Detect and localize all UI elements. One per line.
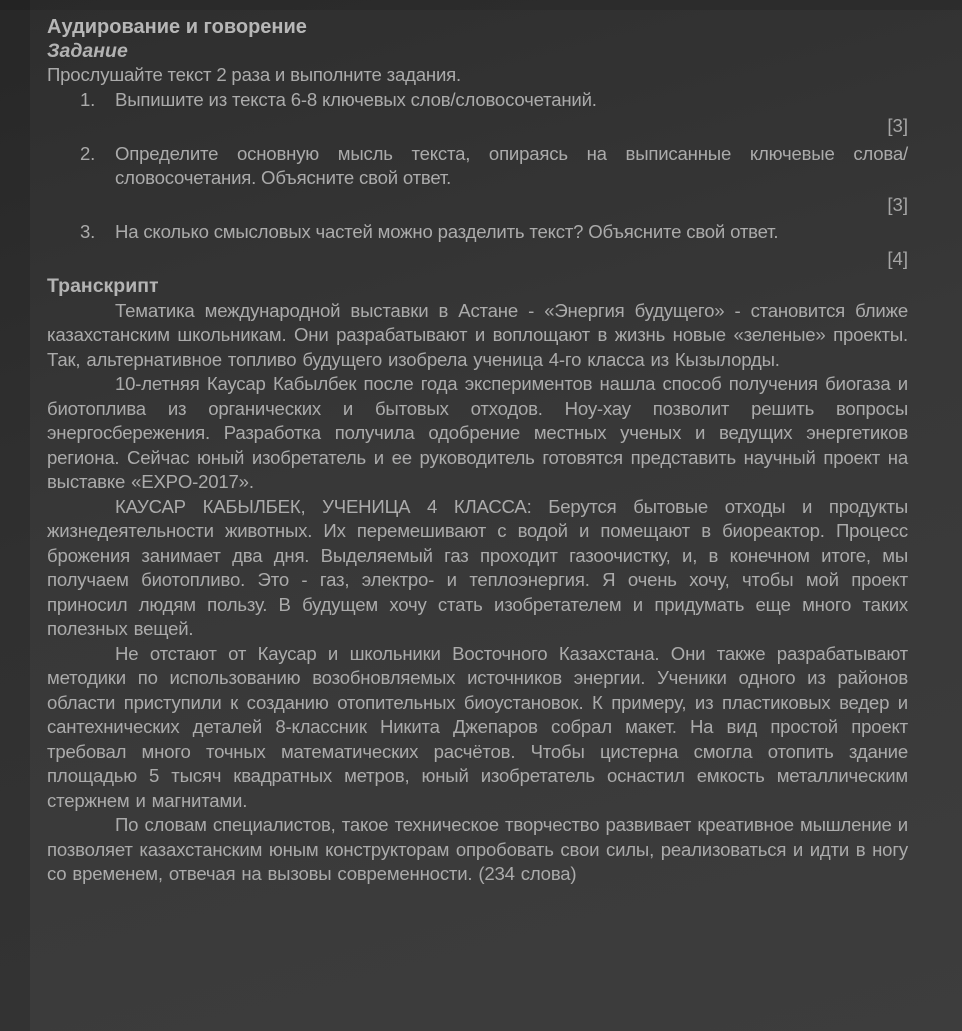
task-text: На сколько смысловых частей можно разделить текст? Объясните свой ответ.: [115, 221, 779, 242]
task-number: 3.: [80, 221, 96, 242]
task-item-1: [47, 88, 908, 113]
task-text: Определите основную мысль текста, опираясь на выписанные ключевые слова/словосочетания. Объясните свой ответ.: [115, 142, 908, 188]
task-score-badge: [4]: [887, 247, 908, 269]
task-section-label: Задание: [47, 40, 128, 62]
task-number: 2.: [80, 142, 96, 164]
transcript-paragraph: 10-летняя Каусар Кабылбек после года экспериментов нашла способ получения биогаза и биотоплива из органических и бытовых отходов. Ноу-хау позволит решить вопросы энергосбережения. Разработка получила одобрение местных ученых и ведущих энергетиков региона. Сейчас юный изобретатель и ее руководитель готовятся представить научный проект на выставке «EXPO-2017».: [47, 373, 908, 492]
task-item-3: [47, 220, 908, 245]
document-content: [47, 15, 908, 887]
page-title: Аудирование и говорение: [47, 16, 307, 38]
page-left-shade: [0, 0, 30, 1031]
task-text: Выпишите из текста 6-8 ключевых слов/словосочетаний.: [115, 88, 597, 110]
task-number: 1.: [80, 88, 96, 110]
task-instruction: Прослушайте текст 2 раза и выполните задания.: [47, 64, 461, 85]
task-score-badge: [3]: [887, 193, 908, 215]
transcript-heading: Транскрипт: [47, 275, 159, 297]
transcript-paragraph: По словам специалистов, такое техническое творчество развивает креативное мышление и позволяет казахстанским юным конструкторам опробовать свои силы, реализоваться и идти в ногу со временем, отвечая на вызовы современности. (234 слова): [47, 814, 908, 884]
task-item-2: [47, 142, 908, 191]
page-top-shade: [0, 0, 962, 10]
transcript-paragraph: КАУСАР КАБЫЛБЕК, УЧЕНИЦА 4 КЛАССА: Берутся бытовые отходы и продукты жизнедеятельности животных. Их перемешивают с водой и помещают в биореактор. Процесс брожения занимает два дня. Выделяемый газ проходит газоочистку, и, в конечном итоге, мы получаем биотопливо. Это - газ, электро- и теплоэнергия. Я очень хочу, чтобы мой проект приносил людям пользу. В будущем хочу стать изобретателем и придумать еще много таких полезных вещей.: [47, 495, 908, 639]
transcript-paragraph: Тематика международной выставки в Астане - «Энергия будущего» - становится ближе казахстанским школьникам. Они разрабатывают и воплощают в жизнь новые «зеленые» проекты. Так, альтернативное топливо будущего изобрела ученица 4-го класса из Кызылорды.: [47, 299, 908, 370]
task-score-badge: [3]: [887, 115, 908, 136]
transcript-paragraph: Не отстают от Каусар и школьники Восточного Казахстана. Они также разрабатывают методики по использованию возобновляемых источников энергии. Ученики одного из районов области приступили к созданию отопительных биоустановок. К примеру, из пластиковых ведер и сантехнических деталей 8-классник Никита Джепаров собрал макет. На вид простой проект требовал много точных математических расчётов. Чтобы цистерна смогла отопить здание площадью 5 тысяч квадратных метров, юный изобретатель оснастил емкость металлическим стержнем и магнитами.: [47, 642, 908, 811]
